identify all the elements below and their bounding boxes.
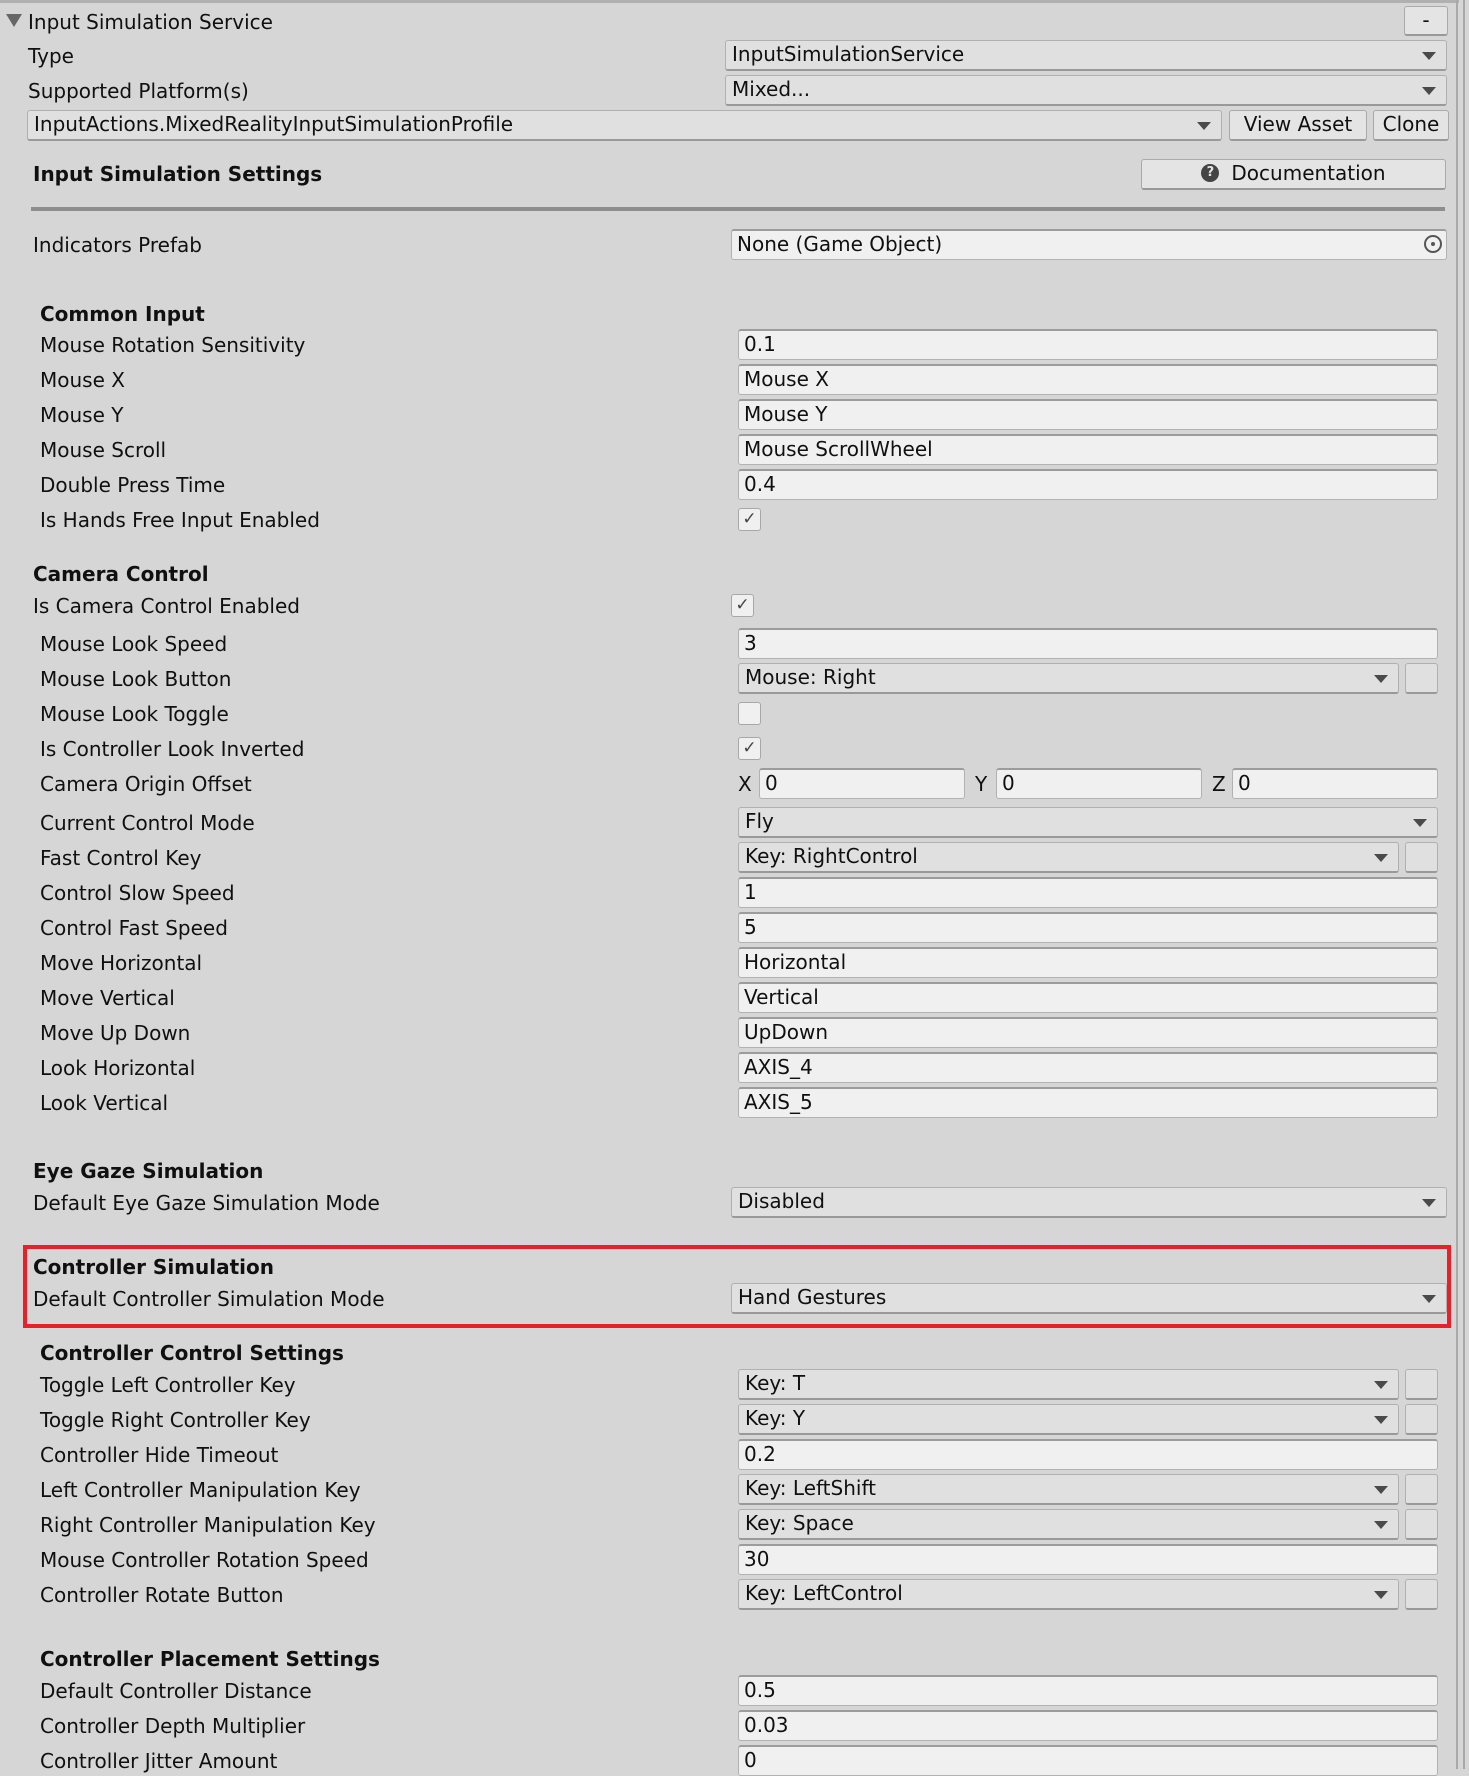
object-picker-icon[interactable] bbox=[1424, 235, 1442, 253]
controller-simulation-mode-value: Hand Gestures bbox=[738, 1285, 887, 1309]
move-up-down-label: Move Up Down bbox=[40, 1021, 191, 1045]
mouse-rotation-sensitivity-label: Mouse Rotation Sensitivity bbox=[40, 333, 306, 357]
mouse-x-label: Mouse X bbox=[40, 368, 125, 392]
fast-control-key-dropdown[interactable] bbox=[738, 842, 1399, 873]
offset-z-input[interactable]: 0 bbox=[1232, 768, 1438, 799]
right-manipulation-key-label: Right Controller Manipulation Key bbox=[40, 1513, 376, 1537]
dropdown-arrow-icon bbox=[1413, 819, 1427, 827]
toggle-left-controller-picker[interactable] bbox=[1405, 1369, 1438, 1400]
toggle-left-controller-label: Toggle Left Controller Key bbox=[40, 1373, 296, 1397]
controller-simulation-mode-dropdown[interactable] bbox=[731, 1283, 1447, 1314]
mouse-y-input[interactable]: Mouse Y bbox=[738, 399, 1438, 430]
platforms-label: Supported Platform(s) bbox=[28, 79, 249, 103]
dropdown-arrow-icon bbox=[1422, 52, 1436, 60]
controller-distance-label: Default Controller Distance bbox=[40, 1679, 312, 1703]
mouse-look-button-dropdown[interactable] bbox=[738, 663, 1399, 694]
current-control-mode-label: Current Control Mode bbox=[40, 811, 255, 835]
dropdown-arrow-icon bbox=[1374, 675, 1388, 683]
look-horizontal-label: Look Horizontal bbox=[40, 1056, 196, 1080]
clone-button[interactable]: Clone bbox=[1373, 110, 1449, 141]
mouse-y-label: Mouse Y bbox=[40, 403, 124, 427]
dropdown-arrow-icon bbox=[1374, 1381, 1388, 1389]
hands-free-checkbox[interactable]: ✓ bbox=[738, 508, 761, 531]
current-control-mode-value: Fly bbox=[745, 809, 774, 833]
offset-x-label: X bbox=[738, 772, 752, 796]
move-horizontal-label: Move Horizontal bbox=[40, 951, 203, 975]
dropdown-arrow-icon bbox=[1422, 1295, 1436, 1303]
controller-hide-timeout-label: Controller Hide Timeout bbox=[40, 1443, 279, 1467]
indicators-prefab-label: Indicators Prefab bbox=[33, 233, 202, 257]
camera-origin-offset-label: Camera Origin Offset bbox=[40, 772, 252, 796]
offset-z-label: Z bbox=[1212, 772, 1226, 796]
left-manipulation-key-label: Left Controller Manipulation Key bbox=[40, 1478, 361, 1502]
mouse-look-button-picker[interactable] bbox=[1405, 663, 1438, 694]
depth-multiplier-input[interactable]: 0.03 bbox=[738, 1710, 1438, 1741]
right-manipulation-key-dropdown[interactable] bbox=[738, 1509, 1399, 1540]
control-slow-speed-label: Control Slow Speed bbox=[40, 881, 235, 905]
controller-simulation-mode-label: Default Controller Simulation Mode bbox=[33, 1287, 385, 1311]
settings-title: Input Simulation Settings bbox=[33, 162, 323, 186]
common-input-header: Common Input bbox=[40, 302, 205, 326]
platforms-value: Mixed... bbox=[732, 77, 811, 101]
current-control-mode-dropdown[interactable] bbox=[738, 807, 1438, 838]
depth-multiplier-label: Controller Depth Multiplier bbox=[40, 1714, 306, 1738]
profile-dropdown[interactable] bbox=[27, 110, 1222, 141]
double-press-time-label: Double Press Time bbox=[40, 473, 226, 497]
jitter-amount-input[interactable]: 0 bbox=[738, 1745, 1438, 1776]
left-manipulation-key-value: Key: LeftShift bbox=[745, 1476, 876, 1500]
move-up-down-input[interactable]: UpDown bbox=[738, 1017, 1438, 1048]
profile-value: InputActions.MixedRealityInputSimulationProfile bbox=[34, 112, 514, 136]
eye-gaze-header: Eye Gaze Simulation bbox=[33, 1159, 264, 1183]
eye-gaze-mode-value: Disabled bbox=[738, 1189, 825, 1213]
offset-x-input[interactable]: 0 bbox=[759, 768, 965, 799]
platforms-dropdown[interactable] bbox=[725, 75, 1447, 106]
eye-gaze-mode-label: Default Eye Gaze Simulation Mode bbox=[33, 1191, 380, 1215]
rotate-button-label: Controller Rotate Button bbox=[40, 1583, 284, 1607]
double-press-time-input[interactable]: 0.4 bbox=[738, 469, 1438, 500]
look-horizontal-input[interactable]: AXIS_4 bbox=[738, 1052, 1438, 1083]
controller-control-header: Controller Control Settings bbox=[40, 1341, 344, 1365]
look-vertical-input[interactable]: AXIS_5 bbox=[738, 1087, 1438, 1118]
left-manipulation-key-dropdown[interactable] bbox=[738, 1474, 1399, 1505]
camera-control-enabled-label: Is Camera Control Enabled bbox=[33, 594, 300, 618]
component-title[interactable]: Input Simulation Service bbox=[28, 10, 273, 34]
move-vertical-input[interactable]: Vertical bbox=[738, 982, 1438, 1013]
controller-look-inverted-label: Is Controller Look Inverted bbox=[40, 737, 305, 761]
offset-y-input[interactable]: 0 bbox=[996, 768, 1202, 799]
left-manipulation-key-picker[interactable] bbox=[1405, 1474, 1438, 1505]
toggle-left-controller-value: Key: T bbox=[745, 1371, 806, 1395]
dropdown-arrow-icon bbox=[1374, 1486, 1388, 1494]
rotation-speed-label: Mouse Controller Rotation Speed bbox=[40, 1548, 369, 1572]
type-dropdown[interactable] bbox=[725, 40, 1447, 71]
mouse-look-toggle-checkbox[interactable] bbox=[738, 702, 761, 725]
move-horizontal-input[interactable]: Horizontal bbox=[738, 947, 1438, 978]
foldout-triangle-icon[interactable] bbox=[6, 14, 22, 27]
dropdown-arrow-icon bbox=[1422, 87, 1436, 95]
dropdown-arrow-icon bbox=[1374, 1591, 1388, 1599]
indicators-prefab-value: None (Game Object) bbox=[737, 232, 943, 256]
controller-look-inverted-checkbox[interactable]: ✓ bbox=[738, 737, 761, 760]
controller-distance-input[interactable]: 0.5 bbox=[738, 1675, 1438, 1706]
scrollbar-track[interactable] bbox=[1456, 0, 1458, 1769]
toggle-left-controller-dropdown[interactable] bbox=[738, 1369, 1399, 1400]
right-manipulation-key-picker[interactable] bbox=[1405, 1509, 1438, 1540]
dropdown-arrow-icon bbox=[1374, 1521, 1388, 1529]
mouse-x-input[interactable]: Mouse X bbox=[738, 364, 1438, 395]
mouse-scroll-label: Mouse Scroll bbox=[40, 438, 167, 462]
documentation-button[interactable] bbox=[1141, 159, 1446, 190]
mouse-look-button-label: Mouse Look Button bbox=[40, 667, 232, 691]
right-manipulation-key-value: Key: Space bbox=[745, 1511, 854, 1535]
control-fast-speed-label: Control Fast Speed bbox=[40, 916, 228, 940]
offset-y-label: Y bbox=[975, 772, 988, 796]
controller-placement-header: Controller Placement Settings bbox=[40, 1647, 380, 1671]
jitter-amount-label: Controller Jitter Amount bbox=[40, 1749, 278, 1773]
toggle-right-controller-value: Key: Y bbox=[745, 1406, 806, 1430]
rotate-button-picker[interactable] bbox=[1405, 1579, 1438, 1610]
fast-control-key-value: Key: RightControl bbox=[745, 844, 918, 868]
dropdown-arrow-icon bbox=[1422, 1199, 1436, 1207]
camera-control-enabled-checkbox[interactable]: ✓ bbox=[731, 594, 754, 617]
documentation-label: Documentation bbox=[1231, 161, 1386, 185]
rotate-button-value: Key: LeftControl bbox=[745, 1581, 903, 1605]
mouse-look-toggle-label: Mouse Look Toggle bbox=[40, 702, 229, 726]
mouse-look-speed-input[interactable]: 3 bbox=[738, 628, 1438, 659]
section-divider bbox=[31, 207, 1445, 211]
controller-simulation-header: Controller Simulation bbox=[33, 1255, 275, 1279]
mouse-scroll-input[interactable]: Mouse ScrollWheel bbox=[738, 434, 1438, 465]
controller-hide-timeout-input[interactable]: 0.2 bbox=[738, 1439, 1438, 1470]
control-slow-speed-input[interactable]: 1 bbox=[738, 877, 1438, 908]
remove-service-button[interactable]: - bbox=[1404, 6, 1448, 36]
rotation-speed-input[interactable]: 30 bbox=[738, 1544, 1438, 1575]
fast-control-key-label: Fast Control Key bbox=[40, 846, 202, 870]
dropdown-arrow-icon bbox=[1374, 854, 1388, 862]
mouse-look-speed-label: Mouse Look Speed bbox=[40, 632, 228, 656]
hands-free-label: Is Hands Free Input Enabled bbox=[40, 508, 320, 532]
camera-control-header: Camera Control bbox=[33, 562, 209, 586]
move-vertical-label: Move Vertical bbox=[40, 986, 175, 1010]
toggle-right-controller-label: Toggle Right Controller Key bbox=[40, 1408, 311, 1432]
rotate-button-dropdown[interactable] bbox=[738, 1579, 1399, 1610]
dropdown-arrow-icon bbox=[1374, 1416, 1388, 1424]
toggle-right-controller-picker[interactable] bbox=[1405, 1404, 1438, 1435]
top-border bbox=[0, 0, 1459, 3]
view-asset-button[interactable]: View Asset bbox=[1229, 110, 1367, 141]
type-label: Type bbox=[28, 44, 74, 68]
dropdown-arrow-icon bbox=[1197, 122, 1211, 130]
toggle-right-controller-dropdown[interactable] bbox=[738, 1404, 1399, 1435]
mouse-look-button-value: Mouse: Right bbox=[745, 665, 876, 689]
fast-control-key-picker[interactable] bbox=[1405, 842, 1438, 873]
look-vertical-label: Look Vertical bbox=[40, 1091, 169, 1115]
indicators-prefab-field[interactable] bbox=[731, 229, 1447, 260]
help-icon: ? bbox=[1201, 164, 1219, 182]
eye-gaze-mode-dropdown[interactable] bbox=[731, 1187, 1447, 1218]
control-fast-speed-input[interactable]: 5 bbox=[738, 912, 1438, 943]
window-edge bbox=[1463, 0, 1465, 1769]
type-value: InputSimulationService bbox=[732, 42, 965, 66]
mouse-rotation-sensitivity-input[interactable]: 0.1 bbox=[738, 329, 1438, 360]
